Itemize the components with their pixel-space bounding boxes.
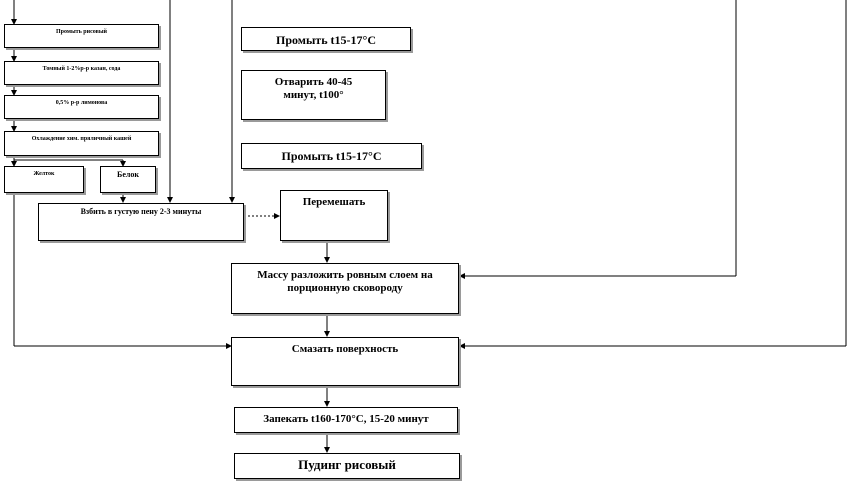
step-rinse-2-text: Промыть t15-17°С [281, 149, 382, 163]
step-white [100, 166, 156, 193]
step-process [4, 131, 159, 156]
step-bake [234, 407, 458, 433]
step-result-text: Пудинг рисовый [298, 457, 396, 472]
step-rinse-2 [241, 143, 422, 169]
step-whip-text: Взбить в густую пену 2-3 минуты [80, 207, 202, 216]
step-process-text: Охлаждение хим. пряличный кашей [31, 136, 132, 142]
step-steam-line2: минут, t100° [283, 88, 344, 101]
step-bake-text: Запекать t160-170°С, 15-20 минут [263, 413, 429, 425]
step-cook-rice [4, 61, 159, 85]
step-spread-line1: Массу разложить ровным слоем на [257, 269, 433, 281]
step-cook-rice-text: Томный 1-2%р-р казан, сода [42, 66, 121, 72]
step-rinse-1-text: Промыть t15-17°С [275, 33, 377, 47]
step-rinse-rice [4, 24, 159, 48]
step-mix [280, 190, 388, 241]
step-yolk-text: Желток [33, 171, 55, 177]
step-grease-text: Смазать поверхность [291, 343, 399, 355]
step-whip [38, 203, 244, 241]
step-rinse-rice-text: Промыть рисовый [56, 29, 107, 35]
step-result [234, 453, 460, 479]
step-solution [4, 95, 159, 119]
step-white-text: Белок [117, 170, 139, 179]
step-yolk [4, 166, 84, 193]
step-steam [241, 70, 386, 120]
step-solution-text: 0,5% р-р лимонова [55, 100, 108, 106]
step-spread [231, 263, 459, 314]
step-spread-line2: порционную сковороду [287, 281, 403, 294]
step-rinse-1 [241, 27, 411, 51]
step-grease [231, 337, 459, 386]
step-steam-line1: Отварить 40-45 [274, 76, 353, 88]
step-mix-text: Перемешать [302, 196, 366, 208]
